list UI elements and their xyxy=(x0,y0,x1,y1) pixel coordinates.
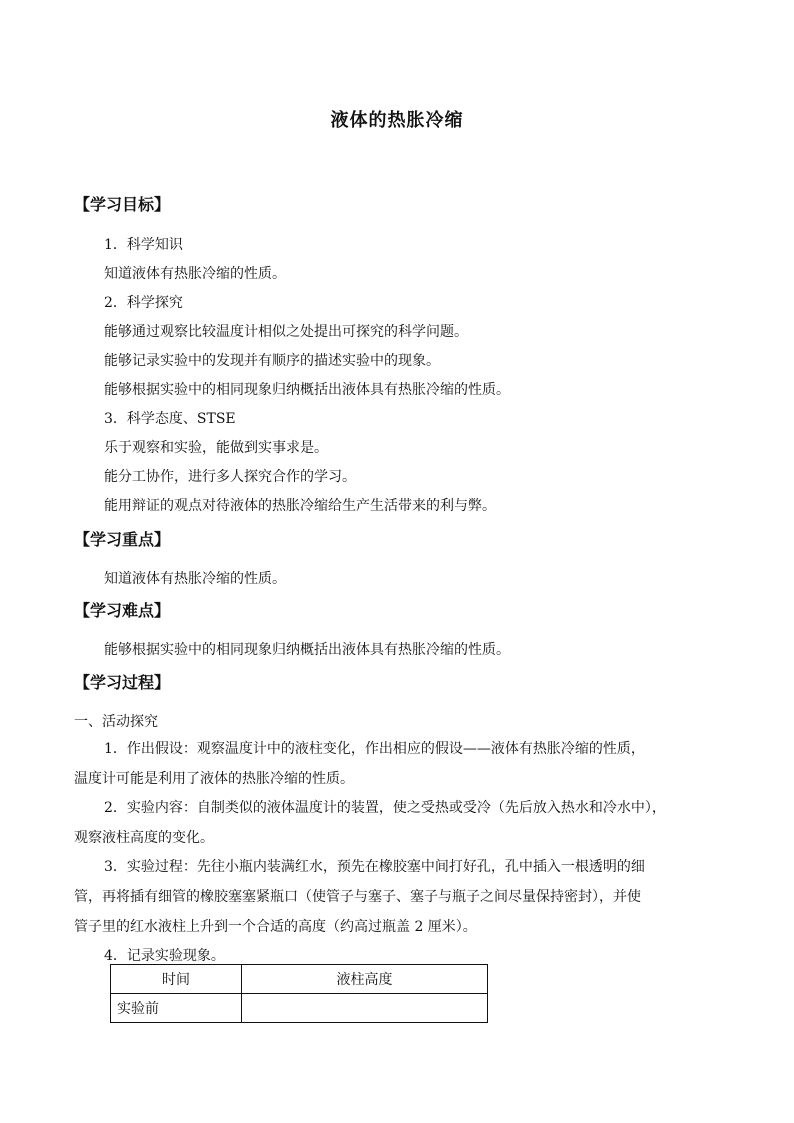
section-process-heading: 【学习过程】 xyxy=(74,673,171,692)
record-table xyxy=(110,964,488,1023)
goal-science-attitude: 3．科学态度、STSE xyxy=(104,411,236,427)
goal-line: 乐于观察和实验，能做到实事求是。 xyxy=(104,440,328,456)
paragraph-experiment-process xyxy=(74,852,724,942)
table-row xyxy=(111,994,488,1023)
table-cell-height xyxy=(242,994,488,1023)
table-cell-time: 实验前 xyxy=(111,994,242,1023)
table-header-row xyxy=(111,965,488,994)
section-keypoint-heading: 【学习重点】 xyxy=(74,530,171,549)
paragraph-line: 管，再将插有细管的橡胶塞塞紧瓶口（使管子与塞子、塞子与瓶子之间尽量保持密封），并使 xyxy=(74,889,641,905)
paragraph-line: 3．实验过程：先往小瓶内装满红水，预先在橡胶塞中间打好孔，孔中插入一根透明的细 xyxy=(104,859,645,875)
section-difficulty-heading: 【学习难点】 xyxy=(74,601,171,620)
paragraph-line: 管子里的红水液柱上升到一个合适的高度（约高过瓶盖 2 厘米）。 xyxy=(74,919,477,935)
goal-science-knowledge: 1．科学知识 xyxy=(104,237,183,253)
goal-science-inquiry: 2．科学探究 xyxy=(104,295,183,311)
paragraph-line: 2．实验内容：自制类似的液体温度计的装置，使之受热或受冷（先后放入热水和冷水中）， xyxy=(104,800,666,816)
goal-line: 能够记录实验中的发现并有顺序的描述实验中的现象。 xyxy=(104,353,440,369)
keypoint-text: 知道液体有热胀冷缩的性质。 xyxy=(104,571,286,587)
paragraph-hypothesis xyxy=(74,734,724,794)
paragraph-line: 温度计可能是利用了液体的热胀冷缩的性质。 xyxy=(74,771,354,787)
goal-line: 能分工协作，进行多人探究合作的学习。 xyxy=(104,469,356,485)
section-goals-heading: 【学习目标】 xyxy=(74,195,171,214)
table-header-time: 时间 xyxy=(111,965,242,994)
goal-line: 知道液体有热胀冷缩的性质。 xyxy=(104,266,286,282)
paragraph-line: 观察液柱高度的变化。 xyxy=(74,830,214,846)
paragraph-line: 1．作出假设：观察温度计中的液柱变化，作出相应的假设——液体有热胀冷缩的性质， xyxy=(104,741,645,757)
goal-line: 能够通过观察比较温度计相似之处提出可探究的科学问题。 xyxy=(104,324,468,340)
goal-line: 能够根据实验中的相同现象归纳概括出液体具有热胀冷缩的性质。 xyxy=(104,382,510,398)
difficulty-text: 能够根据实验中的相同现象归纳概括出液体具有热胀冷缩的性质。 xyxy=(104,642,510,658)
goal-line: 能用辩证的观点对待液体的热胀冷缩给生产生活带来的利与弊。 xyxy=(104,498,496,514)
activity-heading: 一、活动探究 xyxy=(74,714,158,730)
page-title: 液体的热胀冷缩 xyxy=(330,110,464,131)
paragraph-experiment-content xyxy=(74,793,724,853)
table-header-height: 液柱高度 xyxy=(242,965,488,994)
record-phenomenon-line: 4．记录实验现象。 xyxy=(104,948,225,964)
